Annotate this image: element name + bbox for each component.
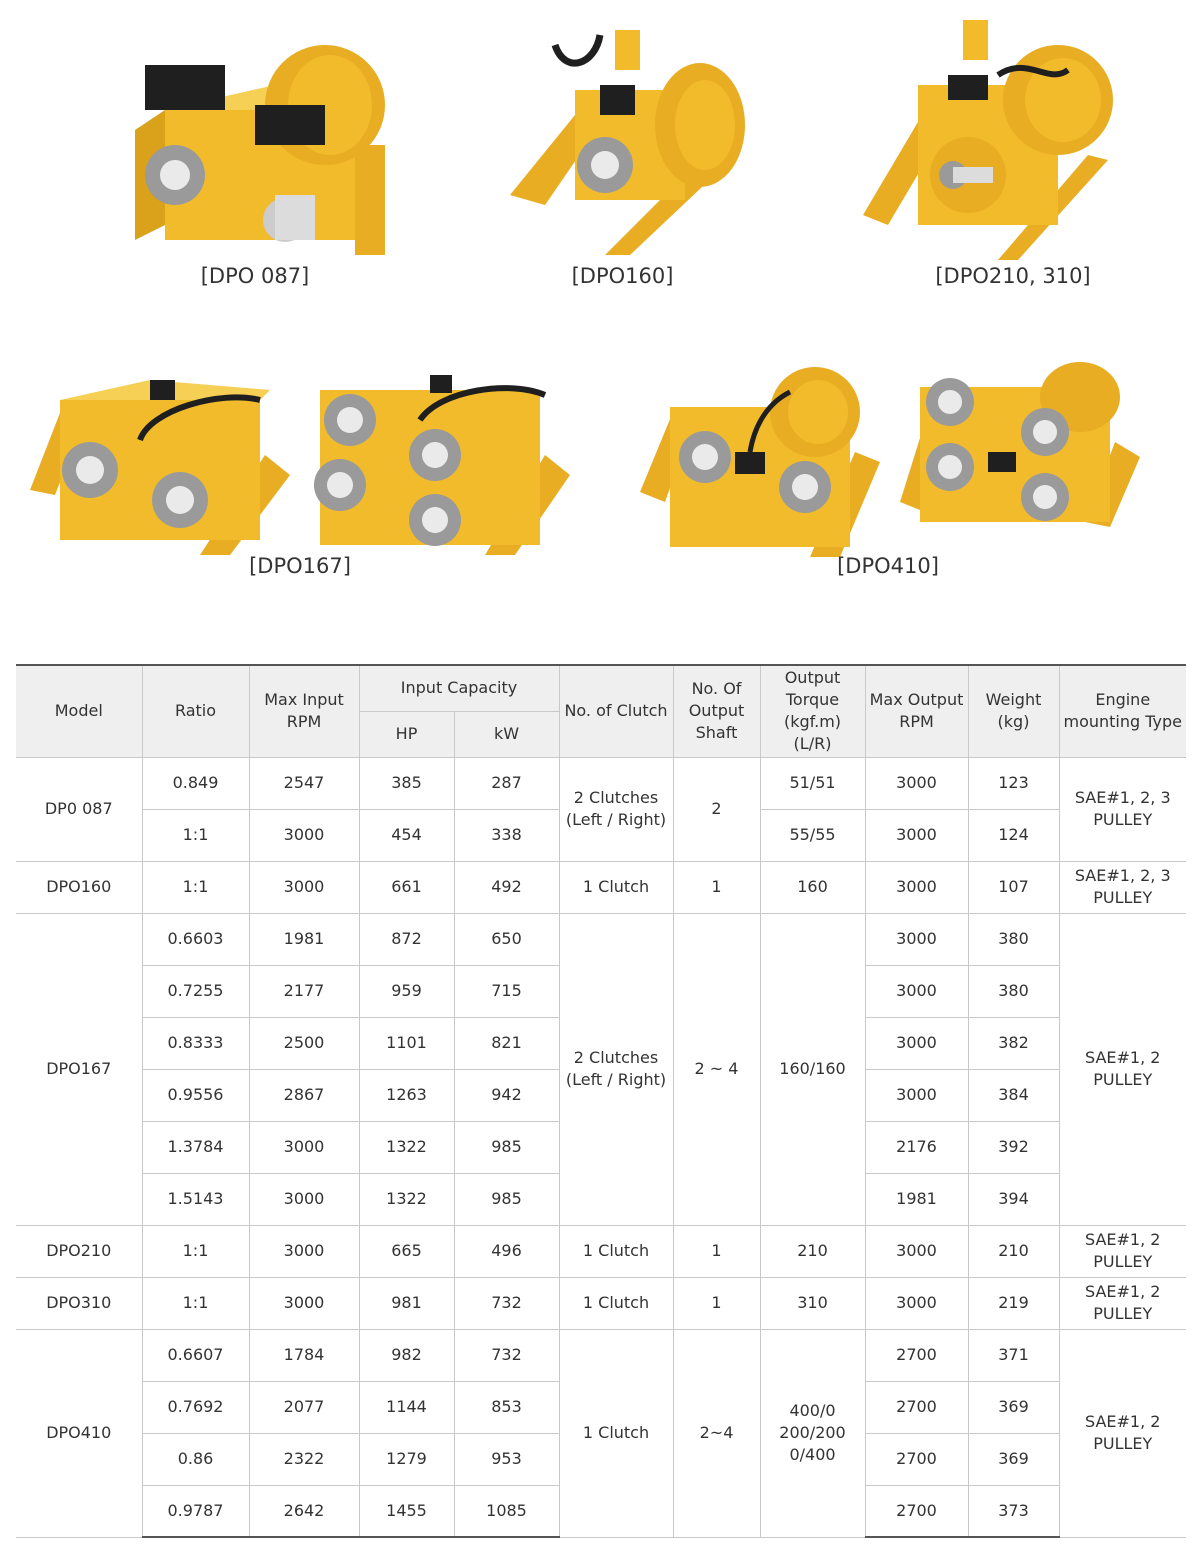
cell-ratio: 0.7692 bbox=[142, 1381, 249, 1433]
dpo410-image-a bbox=[640, 362, 885, 562]
cell-ratio: 0.8333 bbox=[142, 1017, 249, 1069]
cell-shaft: 2~4 bbox=[673, 1329, 760, 1537]
cell-out-rpm: 3000 bbox=[865, 1225, 968, 1277]
cell-weight: 210 bbox=[968, 1225, 1059, 1277]
header-output-shaft: No. Of Output Shaft bbox=[673, 665, 760, 757]
spec-table bbox=[16, 664, 1186, 1538]
cell-ratio: 0.6607 bbox=[142, 1329, 249, 1381]
cell-ratio: 0.9556 bbox=[142, 1069, 249, 1121]
caption-dpo167: [DPO167] bbox=[249, 554, 351, 578]
header-weight: Weight (kg) bbox=[968, 665, 1059, 757]
cell-kw: 732 bbox=[454, 1329, 559, 1381]
cell-ratio: 0.6603 bbox=[142, 913, 249, 965]
cell-clutch: 1 Clutch bbox=[559, 861, 673, 913]
cell-out-rpm: 2700 bbox=[865, 1329, 968, 1381]
cell-model: DPO167 bbox=[16, 913, 142, 1225]
cell-rpm: 3000 bbox=[249, 1173, 359, 1225]
cell-kw: 650 bbox=[454, 913, 559, 965]
cell-shaft: 1 bbox=[673, 1277, 760, 1329]
cell-hp: 1279 bbox=[359, 1433, 454, 1485]
dpo087-image bbox=[125, 25, 395, 260]
cell-kw: 1085 bbox=[454, 1485, 559, 1537]
cell-hp: 661 bbox=[359, 861, 454, 913]
caption-dpo210-310: [DPO210, 310] bbox=[935, 264, 1091, 288]
cell-ratio: 1:1 bbox=[142, 809, 249, 861]
cell-weight: 382 bbox=[968, 1017, 1059, 1069]
cell-hp: 1322 bbox=[359, 1121, 454, 1173]
cell-kw: 985 bbox=[454, 1173, 559, 1225]
cell-ratio: 1:1 bbox=[142, 861, 249, 913]
cell-out-rpm: 3000 bbox=[865, 965, 968, 1017]
cell-hp: 872 bbox=[359, 913, 454, 965]
cell-shaft: 2 bbox=[673, 757, 760, 861]
cell-shaft: 1 bbox=[673, 861, 760, 913]
cell-out-rpm: 2700 bbox=[865, 1381, 968, 1433]
cell-rpm: 2322 bbox=[249, 1433, 359, 1485]
cell-weight: 369 bbox=[968, 1381, 1059, 1433]
header-clutch: No. of Clutch bbox=[559, 665, 673, 757]
cell-clutch: 2 Clutches (Left / Right) bbox=[559, 757, 673, 861]
cell-rpm: 1981 bbox=[249, 913, 359, 965]
cell-ratio: 0.849 bbox=[142, 757, 249, 809]
cell-clutch: 1 Clutch bbox=[559, 1329, 673, 1537]
cell-rpm: 3000 bbox=[249, 861, 359, 913]
header-input-capacity: Input Capacity bbox=[359, 665, 559, 711]
cell-engine: SAE#1, 2 PULLEY bbox=[1059, 913, 1186, 1225]
cell-weight: 373 bbox=[968, 1485, 1059, 1537]
cell-ratio: 1.3784 bbox=[142, 1121, 249, 1173]
cell-hp: 385 bbox=[359, 757, 454, 809]
cell-clutch: 1 Clutch bbox=[559, 1277, 673, 1329]
cell-out-rpm: 2700 bbox=[865, 1485, 968, 1537]
cell-rpm: 3000 bbox=[249, 1277, 359, 1329]
cell-hp: 665 bbox=[359, 1225, 454, 1277]
cell-kw: 953 bbox=[454, 1433, 559, 1485]
cell-kw: 287 bbox=[454, 757, 559, 809]
cell-weight: 392 bbox=[968, 1121, 1059, 1173]
cell-engine: SAE#1, 2, 3 PULLEY bbox=[1059, 757, 1186, 861]
dpo160-image bbox=[505, 15, 755, 260]
cell-weight: 384 bbox=[968, 1069, 1059, 1121]
cell-torque bbox=[760, 1329, 865, 1537]
cell-ratio: 0.9787 bbox=[142, 1485, 249, 1537]
cell-weight: 107 bbox=[968, 861, 1059, 913]
cell-rpm: 2547 bbox=[249, 757, 359, 809]
cell-rpm: 3000 bbox=[249, 809, 359, 861]
cell-hp: 1144 bbox=[359, 1381, 454, 1433]
cell-ratio: 1.5143 bbox=[142, 1173, 249, 1225]
cell-ratio: 1:1 bbox=[142, 1225, 249, 1277]
cell-out-rpm: 3000 bbox=[865, 913, 968, 965]
cell-kw: 985 bbox=[454, 1121, 559, 1173]
cell-kw: 715 bbox=[454, 965, 559, 1017]
cell-engine: SAE#1, 2, 3 PULLEY bbox=[1059, 861, 1186, 913]
cell-out-rpm: 3000 bbox=[865, 809, 968, 861]
cell-kw: 853 bbox=[454, 1381, 559, 1433]
table-row bbox=[16, 1225, 1186, 1277]
cell-weight: 380 bbox=[968, 965, 1059, 1017]
header-ratio: Ratio bbox=[142, 665, 249, 757]
cell-torque: 310 bbox=[760, 1277, 865, 1329]
cell-out-rpm: 1981 bbox=[865, 1173, 968, 1225]
cell-hp: 454 bbox=[359, 809, 454, 861]
cell-weight: 394 bbox=[968, 1173, 1059, 1225]
cell-ratio: 0.86 bbox=[142, 1433, 249, 1485]
torque-line: 400/0 bbox=[789, 1401, 836, 1420]
cell-rpm: 3000 bbox=[249, 1225, 359, 1277]
header-output-torque: Output Torque (kgf.m) (L/R) bbox=[760, 665, 865, 757]
cell-clutch: 2 Clutches (Left / Right) bbox=[559, 913, 673, 1225]
cell-shaft: 2 ~ 4 bbox=[673, 913, 760, 1225]
cell-engine: SAE#1, 2 PULLEY bbox=[1059, 1329, 1186, 1537]
table-row bbox=[16, 913, 1186, 965]
cell-hp: 1455 bbox=[359, 1485, 454, 1537]
cell-hp: 982 bbox=[359, 1329, 454, 1381]
cell-hp: 1322 bbox=[359, 1173, 454, 1225]
torque-line: 200/200 bbox=[779, 1423, 846, 1442]
cell-out-rpm: 3000 bbox=[865, 757, 968, 809]
cell-out-rpm: 3000 bbox=[865, 861, 968, 913]
cell-model: DPO210 bbox=[16, 1225, 142, 1277]
cell-rpm: 2642 bbox=[249, 1485, 359, 1537]
header-model: Model bbox=[16, 665, 142, 757]
cell-out-rpm: 2176 bbox=[865, 1121, 968, 1173]
cell-torque: 160/160 bbox=[760, 913, 865, 1225]
cell-rpm: 2500 bbox=[249, 1017, 359, 1069]
header-engine-mount: Engine mounting Type bbox=[1059, 665, 1186, 757]
cell-out-rpm: 2700 bbox=[865, 1433, 968, 1485]
dpo410-image-b bbox=[900, 362, 1145, 532]
cell-kw: 732 bbox=[454, 1277, 559, 1329]
table-row bbox=[16, 1277, 1186, 1329]
header-hp: HP bbox=[359, 711, 454, 757]
cell-ratio: 0.7255 bbox=[142, 965, 249, 1017]
dpo167-image-a bbox=[30, 360, 290, 560]
caption-dpo087: [DPO 087] bbox=[200, 264, 310, 288]
cell-rpm: 2077 bbox=[249, 1381, 359, 1433]
cell-hp: 1263 bbox=[359, 1069, 454, 1121]
cell-hp: 1101 bbox=[359, 1017, 454, 1069]
cell-shaft: 1 bbox=[673, 1225, 760, 1277]
caption-dpo160: [DPO160] bbox=[571, 264, 674, 288]
cell-model: DPO160 bbox=[16, 861, 142, 913]
table-row bbox=[16, 1329, 1186, 1381]
cell-weight: 380 bbox=[968, 913, 1059, 965]
dpo210-310-image bbox=[858, 15, 1123, 265]
cell-weight: 369 bbox=[968, 1433, 1059, 1485]
cell-engine: SAE#1, 2 PULLEY bbox=[1059, 1277, 1186, 1329]
dpo167-image-b bbox=[310, 360, 575, 560]
header-max-input-rpm: Max Input RPM bbox=[249, 665, 359, 757]
cell-torque: 51/51 bbox=[760, 757, 865, 809]
cell-ratio: 1:1 bbox=[142, 1277, 249, 1329]
cell-weight: 123 bbox=[968, 757, 1059, 809]
cell-clutch: 1 Clutch bbox=[559, 1225, 673, 1277]
cell-out-rpm: 3000 bbox=[865, 1277, 968, 1329]
cell-model: DP0 087 bbox=[16, 757, 142, 861]
cell-out-rpm: 3000 bbox=[865, 1017, 968, 1069]
caption-dpo410: [DPO410] bbox=[837, 554, 939, 578]
cell-out-rpm: 3000 bbox=[865, 1069, 968, 1121]
cell-kw: 942 bbox=[454, 1069, 559, 1121]
header-max-output-rpm: Max Output RPM bbox=[865, 665, 968, 757]
cell-torque: 160 bbox=[760, 861, 865, 913]
cell-kw: 338 bbox=[454, 809, 559, 861]
cell-torque: 55/55 bbox=[760, 809, 865, 861]
cell-rpm: 1784 bbox=[249, 1329, 359, 1381]
cell-rpm: 2867 bbox=[249, 1069, 359, 1121]
cell-weight: 219 bbox=[968, 1277, 1059, 1329]
cell-rpm: 3000 bbox=[249, 1121, 359, 1173]
cell-model: DPO310 bbox=[16, 1277, 142, 1329]
cell-hp: 981 bbox=[359, 1277, 454, 1329]
cell-engine: SAE#1, 2 PULLEY bbox=[1059, 1225, 1186, 1277]
cell-kw: 496 bbox=[454, 1225, 559, 1277]
header-kw: kW bbox=[454, 711, 559, 757]
cell-weight: 124 bbox=[968, 809, 1059, 861]
table-row bbox=[16, 757, 1186, 809]
cell-rpm: 2177 bbox=[249, 965, 359, 1017]
cell-model: DPO410 bbox=[16, 1329, 142, 1537]
cell-torque: 210 bbox=[760, 1225, 865, 1277]
cell-kw: 821 bbox=[454, 1017, 559, 1069]
torque-line: 0/400 bbox=[789, 1445, 836, 1464]
table-row bbox=[16, 861, 1186, 913]
cell-weight: 371 bbox=[968, 1329, 1059, 1381]
cell-hp: 959 bbox=[359, 965, 454, 1017]
cell-kw: 492 bbox=[454, 861, 559, 913]
